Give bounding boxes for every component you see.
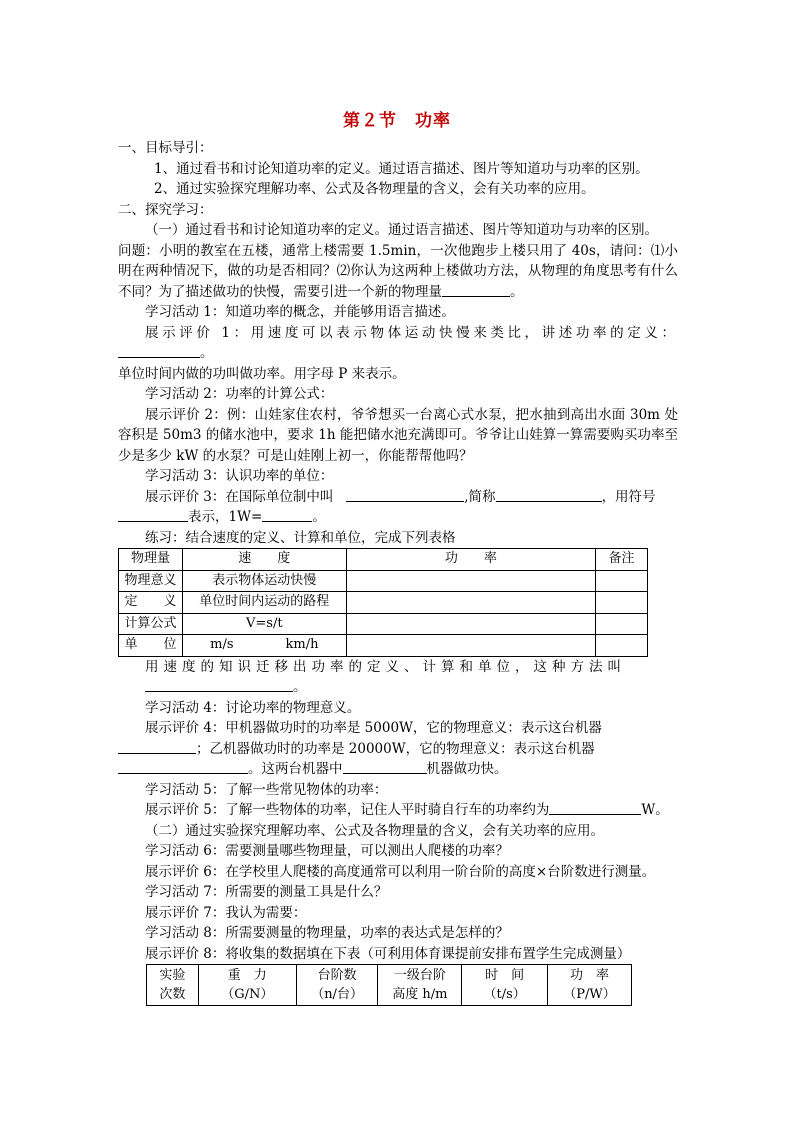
table-header-cell	[147, 965, 199, 1006]
page-title: 第２节 功率	[343, 111, 451, 131]
answer-blank[interactable]	[118, 343, 200, 358]
part-1-heading: （一）通过看书和讨论知道功率的定义。通过语言描述、图片等知道功与功率的区别。	[145, 222, 658, 238]
evaluation-3-conv: 表示，1W=	[188, 509, 263, 525]
section-heading-goals: 一、目标导引：	[118, 140, 213, 156]
table-row	[119, 635, 648, 657]
header-line: 功 率	[570, 968, 610, 983]
method-end: 。	[293, 679, 307, 695]
table-header-cell	[296, 965, 378, 1006]
table-cell: 定 义	[119, 592, 183, 614]
power-definition: 单位时间内做的功叫做功率。用字母 P 来表示。	[118, 365, 406, 382]
table-cell: V=s/t	[182, 613, 346, 635]
table-header-cell: 备注	[596, 549, 648, 571]
table-header-row	[147, 965, 632, 1006]
header-line: 次数	[159, 987, 186, 1002]
evaluation-4	[118, 718, 678, 780]
question-1	[118, 241, 678, 303]
goal-1: 1、通过看书和讨论知道功率的定义。通过语言描述、图片等知道功与功率的区别。	[154, 160, 649, 177]
evaluation-3-symbol: ，用符号	[601, 488, 656, 505]
evaluation-3-abbr: ,简称	[464, 488, 496, 505]
table-header-cell	[462, 965, 548, 1006]
header-line: （t/s）	[483, 987, 526, 1002]
header-line: 实验	[159, 968, 186, 983]
table-header-cell: 物理量	[119, 549, 183, 571]
answer-blank[interactable]	[343, 759, 427, 774]
table-header-cell	[198, 965, 296, 1006]
header-line: （n/台）	[311, 987, 363, 1002]
answer-blank[interactable]	[442, 282, 510, 297]
activity-6: 学习活动 6：需要测量哪些物理量，可以测出人爬楼的功率？	[145, 843, 509, 859]
document-body	[118, 138, 678, 1006]
table-cell-empty[interactable]	[346, 613, 595, 635]
evaluation-5-text: 展示评价 5：了解一些物体的功率，记住人平时骑自行车的功率约为	[145, 802, 550, 818]
evaluation-4-text-d: 机器做功快。	[426, 761, 508, 777]
table-cell-empty[interactable]	[596, 613, 648, 635]
evaluation-4-text-c: 。这两台机器中	[248, 761, 343, 777]
table-cell: 计算公式	[119, 613, 183, 635]
speed-power-table	[118, 548, 648, 657]
evaluation-1-end: 。	[200, 345, 217, 361]
table-row	[119, 592, 648, 614]
table-cell: 单位时间内运动的路程	[182, 592, 346, 614]
table-cell-empty[interactable]	[596, 592, 648, 614]
activity-1: 学习活动 1：知道功率的概念，并能够用语言描述。	[145, 304, 455, 320]
table-cell-empty[interactable]	[346, 592, 595, 614]
experiment-data-table	[146, 964, 632, 1006]
goal-2: 2、通过实验探究理解功率、公式及各物理量的含义，会有关功率的应用。	[154, 181, 595, 197]
header-line: （P/W）	[563, 987, 616, 1002]
header-line: 时 间	[485, 968, 525, 983]
activity-2: 学习活动 2：功率的计算公式：	[145, 386, 334, 402]
table-cell-empty[interactable]	[596, 635, 648, 657]
exercise-instruction: 练习：结合速度的定义、计算和单位，完成下列表格	[145, 529, 456, 546]
answer-blank[interactable]	[346, 487, 464, 502]
header-line: 重 力	[227, 968, 267, 983]
header-line: 台阶数	[317, 968, 357, 983]
table-cell-empty[interactable]	[346, 570, 595, 592]
evaluation-3	[118, 487, 678, 508]
evaluation-1	[118, 323, 678, 364]
answer-blank[interactable]	[496, 487, 602, 502]
activity-8: 学习活动 8：所需要测量的物理量，功率的表达式是怎样的？	[145, 925, 509, 941]
evaluation-5	[118, 800, 678, 821]
answer-blank[interactable]	[118, 507, 188, 522]
answer-blank[interactable]	[118, 739, 196, 754]
table-header-cell: 功 率	[346, 549, 595, 571]
header-line: （G/N）	[221, 987, 274, 1002]
table-cell: m/s km/h	[182, 635, 346, 657]
table-row	[119, 613, 648, 635]
activity-4: 学习活动 4：讨论功率的物理意义。	[145, 699, 361, 716]
method-answer-line	[118, 677, 678, 698]
table-header-cell	[378, 965, 462, 1006]
evaluation-3-cont	[118, 507, 678, 528]
evaluation-5-unit: W。	[641, 802, 669, 818]
evaluation-1-text: 展示评价 1：用速度可以表示物体运动快慢来类比，讲述功率的定义：	[145, 324, 678, 341]
table-cell: 物理意义	[119, 570, 183, 592]
table-header-cell	[548, 965, 632, 1006]
section-heading-explore: 二、探究学习：	[118, 201, 213, 218]
evaluation-7: 展示评价 7：我认为需要：	[145, 904, 307, 921]
answer-blank[interactable]	[262, 507, 312, 522]
question-1-end: 。	[510, 283, 524, 300]
evaluation-3-text: 展示评价 3：在国际单位制中叫	[145, 488, 334, 505]
table-header-row	[119, 549, 648, 571]
question-1-text: 问题：小明的教室在五楼，通常上楼需要 1.5min，一次他跑步上楼只用了 40s，请问：⑴小明在两种情况下，做的功是否相同？⑵你认为这两种上楼做功方法，从物理的角度思考有什么不同？为了描述做功的快慢，需要引进一个新的物理量	[118, 242, 678, 300]
header-line: 一级台阶	[393, 968, 446, 983]
activity-5: 学习活动 5：了解一些常见物体的功率：	[145, 781, 388, 798]
activity-7: 学习活动 7：所需要的测量工具是什么？	[145, 884, 388, 900]
table-cell: 单 位	[119, 635, 183, 657]
part-2-heading: （二）通过实验探究理解功率、公式及各物理量的含义，会有关功率的应用。	[145, 822, 604, 839]
evaluation-3-end: 。	[312, 509, 326, 525]
evaluation-2: 展示评价 2：例：山娃家住农村，爷爷想买一台离心式水泵，把水抽到高出水面 30m 处容积是 50m3 的储水池中，要求 1h 能把储水池充满即可。爷爷让山娃算一算需要购买功率至少是多少 kW 的水泵？可是山娃刚上初一，你能帮帮他吗？	[118, 406, 678, 464]
evaluation-6: 展示评价 6：在学校里人爬楼的高度通常可以利用一阶台阶的高度×台阶数进行测量。	[145, 863, 656, 880]
header-line: 高度 h/m	[392, 987, 448, 1002]
answer-blank[interactable]	[145, 677, 293, 692]
table-cell-empty[interactable]	[596, 570, 648, 592]
table-header-cell: 速 度	[182, 549, 346, 571]
evaluation-4-text: 展示评价 4：甲机器做功时的功率是 5000W，它的物理意义：表示这台机器	[145, 720, 602, 736]
table-cell: 表示物体运动快慢	[182, 570, 346, 592]
table-row	[119, 570, 648, 592]
method-question: 用速度的知识迁移出功率的定义、计算和单位，这种方法叫	[145, 658, 626, 675]
table-cell-empty[interactable]	[346, 635, 595, 657]
answer-blank[interactable]	[118, 759, 248, 774]
evaluation-4-text-b: ；乙机器做功时的功率是 20000W，它的物理意义：表示这台机器	[196, 740, 595, 757]
answer-blank[interactable]	[549, 800, 641, 815]
evaluation-8: 展示评价 8：将收集的数据填在下表（可利用体育课提前安排布置学生完成测量）	[145, 945, 631, 962]
activity-3: 学习活动 3：认识功率的单位：	[145, 468, 334, 484]
